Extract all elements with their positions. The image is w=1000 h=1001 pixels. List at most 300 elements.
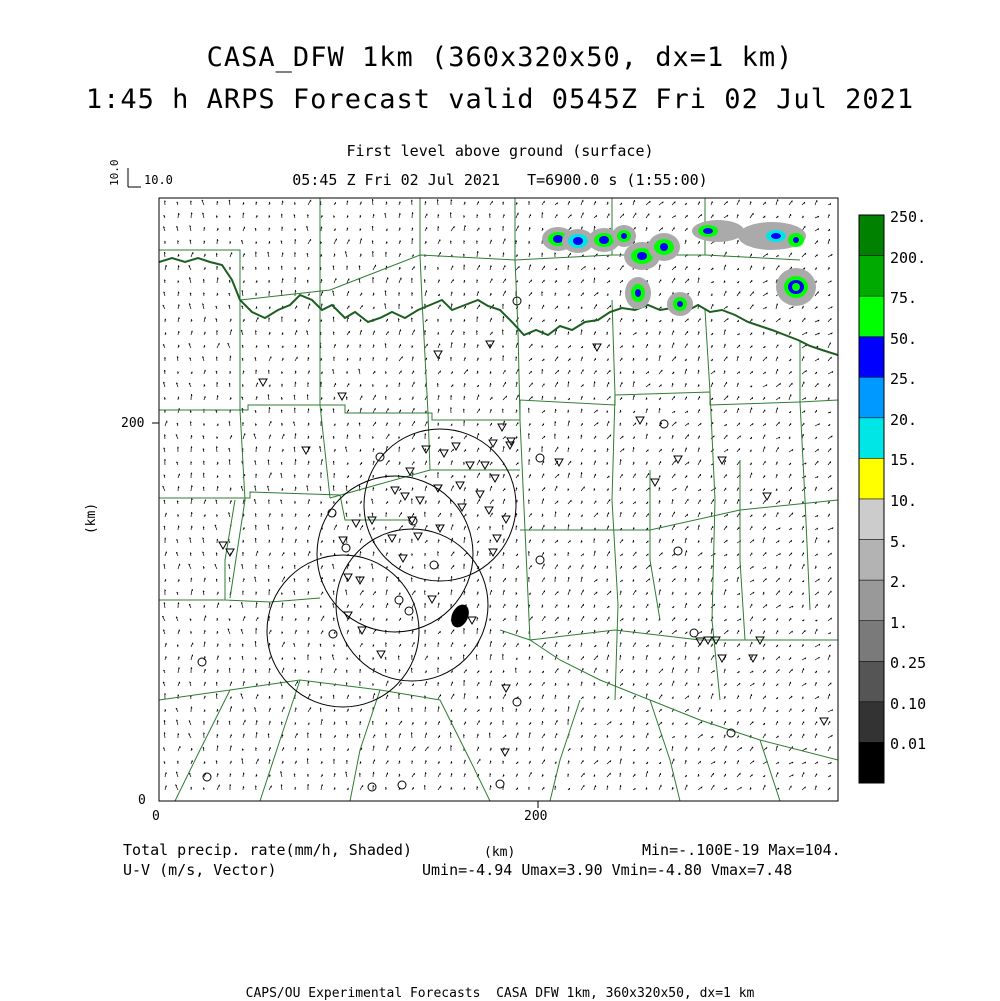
- wind-vector: [555, 526, 556, 530]
- colorbar-label: 0.01: [890, 735, 927, 754]
- wind-vector: [607, 318, 610, 322]
- wind-vector: [568, 566, 571, 569]
- wind-vector: [307, 331, 309, 336]
- wind-vector: [321, 513, 322, 517]
- wind-vector: [763, 488, 765, 491]
- wind-vector: [685, 632, 687, 634]
- wind-vector: [176, 383, 178, 387]
- wind-vector: [672, 787, 673, 790]
- wind-vector: [724, 330, 726, 336]
- wind-vector: [750, 292, 754, 297]
- wind-vector: [529, 280, 532, 283]
- wind-vector: [568, 748, 570, 751]
- wind-vector: [360, 618, 361, 621]
- wind-vector: [438, 395, 439, 400]
- wind-vector: [568, 577, 569, 582]
- wind-vector: [242, 384, 243, 387]
- wind-vector: [555, 203, 558, 206]
- wind-vector: [568, 489, 569, 492]
- wind-vector: [477, 344, 478, 348]
- wind-vector: [490, 254, 491, 257]
- station-circle: [376, 453, 384, 461]
- wind-vector: [711, 294, 712, 296]
- wind-vector: [178, 397, 179, 400]
- wind-vector: [425, 785, 426, 790]
- wind-vector: [333, 291, 335, 296]
- wind-vector: [191, 485, 192, 491]
- wind-vector: [737, 683, 740, 686]
- wind-vector: [386, 552, 388, 556]
- wind-vector: [438, 631, 440, 634]
- wind-vector: [503, 694, 506, 699]
- wind-vector: [165, 579, 166, 582]
- wind-vector: [412, 238, 413, 244]
- wind-vector: [256, 293, 257, 296]
- wind-vector: [178, 514, 179, 517]
- wind-vector: [243, 591, 244, 595]
- wind-vector: [724, 554, 727, 556]
- wind-vector: [724, 721, 726, 725]
- wind-vector: [386, 434, 389, 439]
- wind-vector: [373, 591, 376, 595]
- wind-vector: [217, 278, 218, 284]
- wind-vector: [489, 733, 490, 738]
- wind-vector: [802, 411, 805, 414]
- wind-vector: [711, 709, 712, 712]
- wind-vector: [542, 384, 544, 388]
- wind-vector: [815, 228, 819, 231]
- wind-vector: [776, 397, 780, 400]
- wind-vector: [464, 343, 465, 348]
- wind-vector: [828, 203, 831, 205]
- wind-vector: [503, 370, 505, 374]
- wind-vector: [581, 554, 584, 556]
- wind-vector: [646, 344, 648, 348]
- wind-vector: [776, 255, 779, 257]
- wind-vector: [347, 410, 349, 414]
- wind-vector: [685, 526, 688, 530]
- wind-vector: [607, 642, 609, 647]
- vector-key: [128, 168, 141, 187]
- wind-vector: [776, 437, 780, 439]
- wind-vector: [568, 370, 570, 374]
- station-triangle: [749, 655, 757, 662]
- wind-vector: [268, 565, 269, 569]
- wind-vector: [581, 708, 583, 712]
- wind-vector: [255, 424, 256, 427]
- wind-vector: [386, 488, 387, 491]
- wind-vector: [333, 618, 334, 621]
- wind-vector: [269, 540, 270, 543]
- wind-vector: [386, 277, 388, 283]
- wind-vector: [243, 773, 244, 777]
- wind-vector: [164, 732, 165, 738]
- wind-vector: [698, 460, 701, 465]
- wind-vector: [217, 631, 218, 634]
- wind-vector: [204, 514, 205, 517]
- wind-vector: [490, 553, 491, 556]
- wind-vector: [163, 486, 166, 491]
- station-triangle: [481, 462, 489, 469]
- wind-vector: [177, 356, 178, 361]
- wind-vector: [789, 306, 793, 309]
- wind-vector: [177, 645, 178, 647]
- wind-vector: [204, 696, 205, 699]
- wind-vector: [633, 319, 634, 322]
- wind-vector: [763, 447, 765, 453]
- wind-vector: [516, 330, 518, 335]
- wind-vector: [360, 721, 361, 725]
- wind-vector: [672, 278, 675, 283]
- wind-vector: [372, 436, 373, 439]
- wind-vector: [828, 254, 832, 257]
- wind-vector: [256, 215, 257, 218]
- wind-vector: [815, 267, 816, 270]
- wind-vector: [828, 281, 831, 283]
- wind-vector: [360, 396, 362, 400]
- wind-vector: [373, 527, 374, 530]
- wind-vector: [282, 423, 283, 426]
- wind-vector: [594, 735, 596, 738]
- wind-vector: [163, 630, 165, 634]
- colorbar-swatch: [859, 458, 884, 499]
- wind-vector: [464, 396, 465, 400]
- wind-vector: [216, 446, 217, 452]
- wind-vector: [438, 214, 439, 218]
- wind-vector: [464, 293, 465, 296]
- wind-vector: [516, 254, 517, 257]
- wind-vector: [802, 332, 807, 335]
- wind-vector: [542, 708, 544, 712]
- wind-vector: [360, 305, 362, 309]
- station-triangle: [636, 417, 644, 424]
- wind-vector: [191, 655, 193, 660]
- wind-vector: [477, 551, 478, 556]
- wind-vector: [191, 787, 192, 790]
- colorbar-label: 0.25: [890, 654, 927, 673]
- wind-vector: [659, 749, 661, 752]
- wind-vector: [360, 681, 361, 686]
- wind-vector: [269, 435, 271, 439]
- wind-vector: [438, 294, 440, 296]
- wind-vector: [776, 553, 781, 556]
- radar-range-rings: [267, 429, 516, 707]
- wind-vector: [178, 345, 179, 348]
- wind-vector: [386, 576, 388, 582]
- wind-vector: [828, 655, 830, 660]
- wind-vector: [242, 656, 243, 660]
- wind-vector: [412, 787, 414, 790]
- wind-vector: [399, 761, 400, 764]
- wind-vector: [307, 605, 308, 608]
- wind-vector: [529, 761, 531, 764]
- wind-vector: [776, 447, 779, 452]
- wind-vector: [360, 228, 361, 231]
- wind-vector: [451, 436, 452, 439]
- wind-vector: [620, 554, 623, 556]
- wind-vector: [568, 265, 569, 270]
- wind-vector: [373, 293, 374, 296]
- wind-vector: [399, 693, 400, 699]
- wind-vector: [477, 671, 479, 674]
- wind-vector: [308, 215, 309, 219]
- wind-vector: [633, 643, 635, 648]
- wind-vector: [763, 567, 766, 569]
- wind-vector: [646, 592, 647, 595]
- wind-vector: [581, 773, 584, 777]
- wind-vector: [659, 567, 661, 569]
- wind-vector: [581, 293, 584, 296]
- wind-vector: [256, 280, 257, 283]
- wind-vector: [425, 319, 427, 322]
- wind-vector: [724, 540, 727, 543]
- wind-vector: [360, 709, 362, 712]
- wind-vector: [372, 241, 373, 245]
- wind-vector: [178, 447, 179, 452]
- wind-vector: [672, 606, 674, 608]
- wind-vector: [269, 657, 271, 660]
- wind-vector: [503, 409, 504, 413]
- wind-vector: [373, 251, 374, 257]
- wind-vector: [789, 734, 791, 738]
- wind-vector: [711, 499, 714, 504]
- wind-vector: [516, 630, 518, 634]
- wind-vector: [217, 592, 218, 595]
- wind-vector: [191, 319, 192, 322]
- wind-vector: [438, 423, 439, 426]
- wind-vector: [516, 554, 518, 556]
- wind-vector: [555, 604, 557, 608]
- wind-vector: [646, 398, 647, 401]
- wind-vector: [269, 500, 270, 504]
- wind-vector: [737, 736, 739, 739]
- wind-vector: [568, 461, 571, 465]
- wind-vector: [425, 227, 427, 231]
- wind-vector: [217, 773, 218, 777]
- forecast-valid-time: 1:45 h ARPS Forecast valid 0545Z Fri 02 Jul 2021: [85, 84, 915, 115]
- wind-vector: [229, 564, 231, 569]
- wind-vector: [568, 695, 570, 699]
- station-triangle: [219, 542, 227, 549]
- wind-vector: [360, 696, 361, 699]
- wind-vector: [282, 449, 283, 452]
- wind-vector: [163, 227, 165, 232]
- wind-vector: [620, 423, 621, 426]
- wind-vector: [216, 682, 217, 686]
- station-triangle: [377, 651, 385, 658]
- wind-vector: [581, 682, 582, 686]
- wind-vector: [711, 565, 712, 569]
- wind-vector: [672, 227, 674, 231]
- wind-vector: [320, 657, 321, 661]
- wind-vector: [737, 396, 739, 400]
- wind-vector: [633, 213, 636, 218]
- wind-vector: [516, 643, 518, 647]
- wind-vector: [555, 501, 558, 504]
- wind-vector: [802, 709, 804, 712]
- colorbar-swatch: [859, 661, 884, 702]
- wind-vector: [529, 489, 530, 492]
- wind-vector: [295, 371, 296, 374]
- wind-vector: [345, 251, 347, 257]
- wind-vector: [399, 437, 400, 440]
- wind-vector: [763, 785, 765, 790]
- wind-vector: [360, 785, 363, 790]
- wind-vector: [789, 359, 791, 361]
- wind-vector: [321, 254, 322, 257]
- wind-vector: [373, 384, 374, 387]
- wind-vector: [659, 202, 663, 205]
- wind-vector: [672, 422, 676, 426]
- wind-vector: [581, 307, 582, 309]
- wind-vector: [256, 720, 257, 725]
- wind-vector: [776, 578, 780, 582]
- wind-vector: [399, 356, 403, 361]
- wind-vector: [750, 515, 752, 517]
- colorbar-label: 1.: [890, 613, 909, 632]
- wind-vector: [815, 333, 820, 335]
- wind-vector: [594, 618, 597, 621]
- wind-vector: [321, 291, 323, 296]
- wind-vector: [763, 514, 765, 517]
- wind-vector: [464, 760, 466, 764]
- wind-vector: [555, 447, 558, 452]
- wind-vector: [217, 746, 218, 752]
- wind-vector: [320, 734, 321, 738]
- station-circle: [395, 596, 403, 604]
- wind-vector: [385, 657, 386, 660]
- wind-vector: [425, 644, 426, 647]
- wind-vector: [282, 761, 283, 764]
- wind-vector: [425, 630, 426, 634]
- wind-vector: [189, 733, 192, 738]
- wind-vector: [178, 292, 179, 296]
- wind-vector: [450, 732, 451, 738]
- wind-vector: [698, 291, 700, 296]
- wind-vector: [347, 345, 349, 348]
- wind-vector: [828, 694, 830, 699]
- wind-vector: [542, 760, 545, 764]
- wind-vector: [503, 488, 505, 491]
- wind-vector: [789, 528, 792, 530]
- wind-vector: [373, 345, 374, 349]
- wind-vector: [191, 201, 192, 205]
- wind-vector: [516, 668, 517, 673]
- wind-vector: [581, 213, 583, 219]
- wind-vector: [711, 785, 714, 790]
- wind-vector: [386, 603, 388, 608]
- wind-vector: [724, 201, 728, 205]
- wind-vector: [620, 436, 623, 439]
- wind-vector: [294, 395, 295, 400]
- wind-vector: [607, 709, 609, 712]
- wind-vector: [230, 371, 231, 374]
- wind-vector: [815, 629, 817, 634]
- wind-vector: [724, 514, 728, 517]
- wind-vector: [763, 527, 766, 530]
- wind-vector: [646, 423, 647, 427]
- wind-vector: [802, 658, 806, 660]
- wind-vector: [360, 514, 361, 517]
- wind-vector: [177, 592, 178, 595]
- wind-vector: [191, 631, 192, 634]
- wind-vector: [542, 656, 543, 660]
- wind-vector: [347, 423, 349, 426]
- wind-vector: [815, 566, 816, 569]
- wind-vector: [321, 472, 322, 478]
- wind-vector: [477, 291, 479, 296]
- wind-vector: [607, 332, 608, 335]
- wind-vector: [295, 539, 297, 543]
- wind-vector: [620, 591, 621, 595]
- wind-vector: [503, 539, 505, 543]
- wind-vector: [594, 201, 596, 205]
- wind-vector: [763, 644, 765, 647]
- wind-vector: [672, 525, 675, 530]
- wind-vector: [347, 383, 349, 387]
- wind-vector: [307, 280, 308, 283]
- wind-vector: [828, 618, 832, 621]
- wind-vector: [555, 486, 557, 491]
- wind-vector: [698, 241, 700, 244]
- wind-vector: [633, 774, 635, 777]
- wind-vector: [256, 345, 257, 348]
- wind-vector: [321, 696, 322, 699]
- wind-vector: [190, 682, 191, 686]
- wind-vector: [711, 215, 713, 218]
- wind-vector: [477, 251, 478, 257]
- wind-vector: [685, 696, 689, 699]
- wind-vector: [490, 213, 491, 218]
- wind-vector: [217, 656, 219, 660]
- wind-vector: [581, 785, 584, 790]
- wind-vector: [178, 733, 179, 738]
- wind-vector: [776, 383, 781, 387]
- wind-vector: [646, 554, 648, 556]
- wind-vector: [555, 642, 557, 647]
- wind-vector: [216, 357, 217, 361]
- wind-vector: [737, 372, 740, 375]
- wind-vector: [282, 488, 283, 491]
- wind-vector: [737, 760, 739, 764]
- station-circle: [496, 780, 504, 788]
- wind-vector: [178, 372, 179, 375]
- wind-vector: [763, 707, 765, 712]
- wind-vector: [633, 721, 634, 725]
- wind-vector: [750, 761, 754, 765]
- wind-vector: [256, 748, 257, 752]
- wind-vector: [711, 761, 715, 764]
- wind-vector: [685, 215, 687, 218]
- wind-vector: [399, 383, 400, 387]
- wind-vector: [464, 564, 465, 569]
- wind-vector: [399, 228, 400, 231]
- wind-vector: [373, 461, 374, 465]
- colorbar-swatch: [859, 742, 884, 783]
- wind-vector: [542, 487, 545, 491]
- wind-vector: [425, 475, 426, 478]
- wind-vector: [477, 433, 479, 439]
- wind-vector: [503, 382, 506, 387]
- wind-vector: [269, 775, 270, 778]
- wind-vector: [659, 539, 661, 543]
- wind-vector: [711, 488, 716, 491]
- wind-vector: [737, 320, 739, 322]
- wind-vector: [256, 602, 257, 608]
- wind-vector: [386, 357, 387, 361]
- wind-vector: [204, 332, 205, 335]
- wind-vector: [594, 579, 597, 582]
